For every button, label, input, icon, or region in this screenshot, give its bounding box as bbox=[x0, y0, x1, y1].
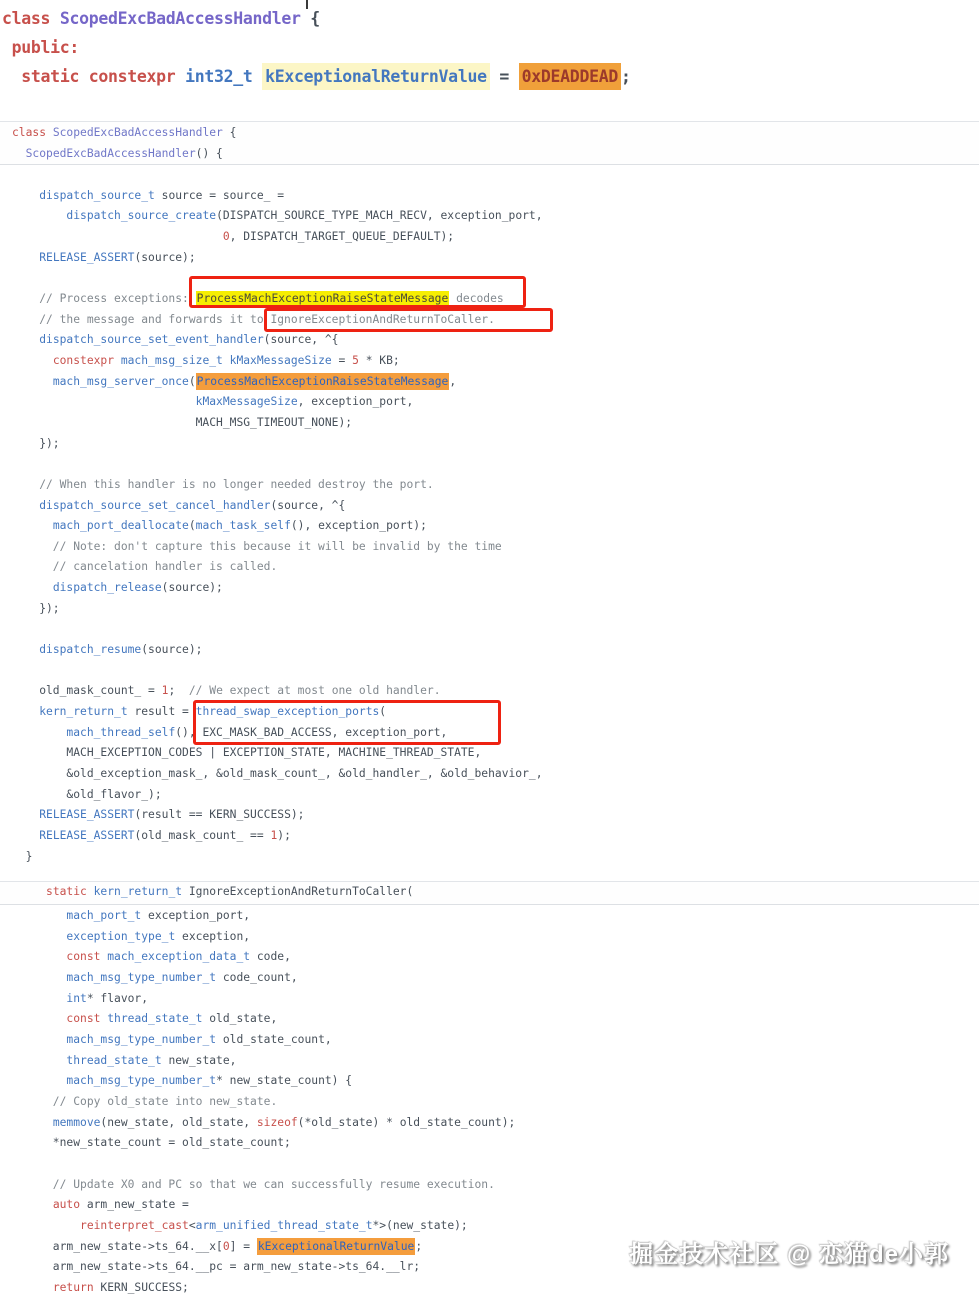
red-annotation-box-1 bbox=[189, 276, 526, 308]
red-annotation-box-3 bbox=[193, 700, 501, 745]
function-body-code: mach_port_t exception_port, exception_type_t exception, const mach_exception_data_t code, mach_msg_type_number_t code_count, int* flavor, const thread_state_t old_state, mach_msg_type_number_t old_state_count, thread_state_t new_state, mach_msg_type_number_t* new_state_count) { // Copy old_state into new_state. memmove(new_state, old_state, sizeof(*old_state) * old_state_count); *new_state_count = old_state_count; // Update X0 and PC so that we can successfully resume execution. auto arm_new_state = reinterpret_cast<arm_unified_thread_state_t*>(new_state); arm_new_state->ts_64.__x[0] = kExceptionalReturnValue; arm_new_state->ts_64.__pc = arm_new_state->ts_64.__lr; return KERN_SUCCESS; bbox=[12, 909, 516, 1294]
sticky-class-scope-header bbox=[0, 121, 979, 165]
red-annotation-box-2 bbox=[264, 308, 553, 332]
sticky-class-code: class ScopedExcBadAccessHandler { ScopedExcBadAccessHandler() { bbox=[12, 126, 237, 160]
sticky-function-scope-header bbox=[0, 881, 979, 905]
watermark: 掘金技术社区 @ 恋猫de小郭 bbox=[629, 1241, 949, 1268]
zoomed-code-header: class ScopedExcBadAccessHandler { public: static constexpr int32_t kExceptionalReturnValue = 0xDEADDEAD ; bbox=[2, 4, 631, 91]
sticky-function-code: static kern_return_t IgnoreExceptionAndReturnToCaller( bbox=[46, 885, 414, 898]
constructor-body-code: dispatch_source_t source = source_ = dispatch_source_create(DISPATCH_SOURCE_TYPE_MACH_RECV, exception_port, 0, DISPATCH_TARGET_QUEUE_DEFAULT); RELEASE_ASSERT(source); // Process exceptions: ProcessMachExceptionRaiseStateMessage decodes // the message and forwards it to IgnoreExceptionAndReturnToCaller. dispatch_source_set_event_handler(source, ^{ constexpr mach_msg_size_t kMaxMessageSize = 5 * KB; mach_msg_server_once(ProcessMachExceptionRaiseStateMessage, kMaxMessageSize, exception_port, MACH_MSG_TIMEOUT_NONE); }); // When this handler is no longer needed destroy the port. dispatch_source_set_cancel_handler(source, ^{ mach_port_deallocate(mach_task_self(), exception_port); // Note: don't capture this because it will be invalid by the time // cancelation handler is called. dispatch_release(source); }); dispatch_resume(source); old_mask_count_ = 1; // We expect at most one old handler. kern_return_t result = thread_swap_exception_ports( mach_thread_self(), EXC_MASK_BAD_ACCESS, exception_port, MACH_EXCEPTION_CODES | EXCEPTION_STATE, MACHINE_THREAD_STATE, &old_exception_mask_, &old_mask_count_, &old_handler_, &old_behavior_, &old_flavor_); RELEASE_ASSERT(result == KERN_SUCCESS); RELEASE_ASSERT(old_mask_count_ == 1); } bbox=[12, 188, 543, 863]
